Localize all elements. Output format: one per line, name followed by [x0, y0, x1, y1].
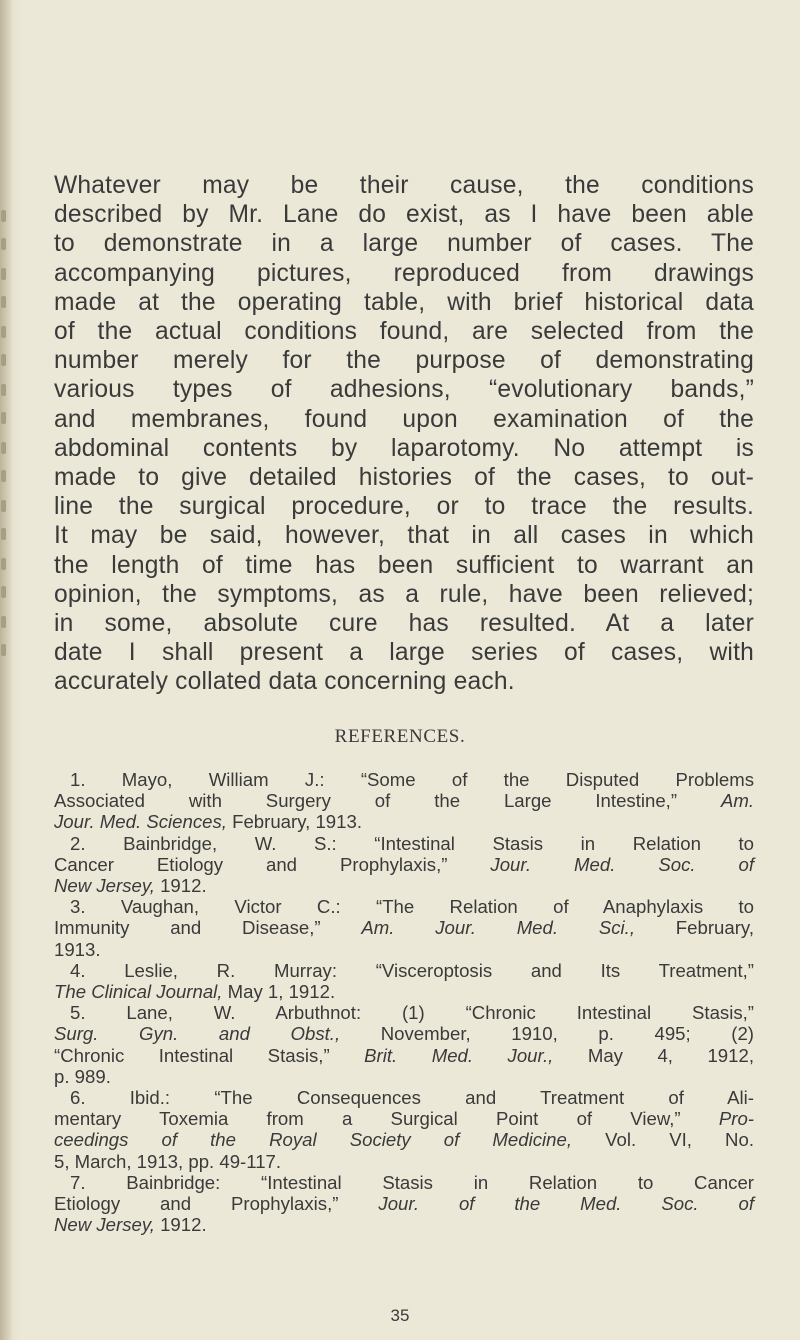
reference-line: New Jersey, 1912.: [54, 1214, 207, 1236]
paragraph-line: to demonstrate in a large number of cases. The: [54, 230, 754, 258]
paragraph-line: of the actual conditions found, are selected from the: [54, 318, 754, 346]
reference-italic: ceedings of the Royal Society of Medicine,: [54, 1129, 572, 1151]
reference-italic: Jour. Med. Soc. of: [490, 853, 754, 875]
reference-line: Associated with Surgery of the Large Intestine,” Am.: [54, 790, 754, 812]
reference-italic: Jour. of the Med. Soc. of: [378, 1193, 755, 1215]
paragraph-line: the length of time has been sufficient to warrant an: [54, 551, 754, 579]
reference-italic: Am. Jour. Med. Sci.,: [361, 917, 635, 939]
binding-mark: [1, 500, 6, 512]
reference-italic: Surg. Gyn. and Obst.,: [54, 1023, 341, 1045]
binding-mark: [1, 442, 6, 454]
reference-line: “Chronic Intestinal Stasis,” Brit. Med. Jour., May 4, 1912,: [54, 1044, 754, 1066]
paragraph-line: number merely for the purpose of demonstrating: [54, 347, 754, 375]
reference-line: p. 989.: [54, 1065, 111, 1087]
body-paragraph: [54, 171, 754, 697]
reference-italic: New Jersey,: [54, 1214, 155, 1236]
binding-mark: [1, 470, 6, 482]
page-number: 35: [390, 1306, 410, 1325]
reference-line: 5, March, 1913, pp. 49-117.: [54, 1150, 282, 1172]
reference-item: [54, 896, 754, 960]
paragraph-line: in some, absolute cure has resulted. At a later: [54, 610, 754, 638]
reference-line: Etiology and Prophylaxis,” Jour. of the Med. Soc. of: [54, 1193, 755, 1215]
reference-line: Surg. Gyn. and Obst., November, 1910, p. 495; (2): [54, 1023, 754, 1045]
binding-mark: [1, 528, 6, 540]
references-heading: REFERENCES.: [334, 726, 466, 747]
reference-line: 1913.: [54, 938, 101, 960]
reference-line: mentary Toxemia from a Surgical Point of View,” Pro-: [54, 1108, 754, 1130]
reference-line: New Jersey, 1912.: [54, 875, 207, 897]
binding-mark: [1, 644, 6, 656]
reference-line: 4. Leslie, R. Murray: “Visceroptosis and Its Treatment,”: [70, 959, 754, 981]
paragraph-line: various types of adhesions, “evolutionary bands,”: [54, 376, 754, 404]
reference-item: [54, 960, 754, 1002]
reference-italic: The Clinical Journal,: [54, 981, 223, 1003]
binding-mark: [1, 238, 6, 250]
reference-item: [54, 1087, 754, 1172]
reference-line: The Clinical Journal, May 1, 1912.: [54, 981, 336, 1003]
paragraph-line: described by Mr. Lane do exist, as I have been able: [54, 201, 754, 229]
reference-item: [54, 1002, 754, 1087]
binding-mark: [1, 586, 6, 598]
paragraph-line: made at the operating table, with brief historical data: [54, 288, 754, 316]
references-list: [54, 769, 754, 1235]
reference-italic: Pro-: [718, 1108, 754, 1130]
paragraph-line: abdominal contents by laparotomy. No attempt is: [54, 434, 754, 462]
reference-line: Immunity and Disease,” Am. Jour. Med. Sci., February,: [54, 917, 754, 939]
reference-italic: Brit. Med. Jour.,: [364, 1044, 554, 1066]
paragraph-line: opinion, the symptoms, as a rule, have been relieved;: [54, 580, 754, 608]
reference-item: [54, 1172, 754, 1236]
binding-mark: [1, 558, 6, 570]
paragraph-line: made to give detailed histories of the cases, to out-: [54, 464, 754, 492]
binding-mark: [1, 326, 6, 338]
reference-line: 7. Bainbridge: “Intestinal Stasis in Relation to Cancer: [70, 1171, 754, 1193]
reference-item: [54, 769, 754, 833]
reference-line: 1. Mayo, William J.: “Some of the Disputed Problems: [70, 769, 754, 790]
reference-line: 2. Bainbridge, W. S.: “Intestinal Stasis in Relation to: [70, 832, 754, 854]
binding-mark: [1, 296, 6, 308]
binding-mark: [1, 354, 6, 366]
reference-italic: New Jersey,: [54, 875, 155, 897]
binding-mark: [1, 412, 6, 424]
reference-line: Jour. Med. Sciences, February, 1913.: [54, 811, 362, 833]
paragraph-line: line the surgical procedure, or to trace the results.: [54, 493, 754, 521]
reference-line: Cancer Etiology and Prophylaxis,” Jour. Med. Soc. of: [54, 853, 754, 875]
binding-mark: [1, 210, 6, 222]
reference-italic: Jour. Med. Sciences,: [54, 811, 227, 833]
reference-line: 5. Lane, W. Arbuthnot: (1) “Chronic Intestinal Stasis,”: [70, 1002, 754, 1024]
reference-line: ceedings of the Royal Society of Medicine, Vol. VI, No.: [54, 1129, 754, 1151]
binding-mark: [1, 268, 6, 280]
page-spine-edge: [0, 0, 12, 1340]
paragraph-line: accompanying pictures, reproduced from drawings: [54, 259, 754, 287]
paragraph-line: It may be said, however, that in all cases in which: [54, 522, 754, 550]
binding-mark: [1, 384, 6, 396]
paragraph-line: Whatever may be their cause, the conditions: [54, 172, 754, 199]
reference-line: 3. Vaughan, Victor C.: “The Relation of Anaphylaxis to: [70, 896, 754, 918]
reference-line: 6. Ibid.: “The Consequences and Treatment of Ali-: [70, 1087, 754, 1109]
reference-item: [54, 833, 754, 897]
binding-mark: [1, 616, 6, 628]
reference-italic: Am.: [720, 790, 754, 812]
paragraph-line: and membranes, found upon examination of the: [54, 405, 754, 433]
paragraph-line: date I shall present a large series of cases, with: [54, 639, 754, 667]
paragraph-line: accurately collated data concerning each.: [54, 668, 515, 696]
